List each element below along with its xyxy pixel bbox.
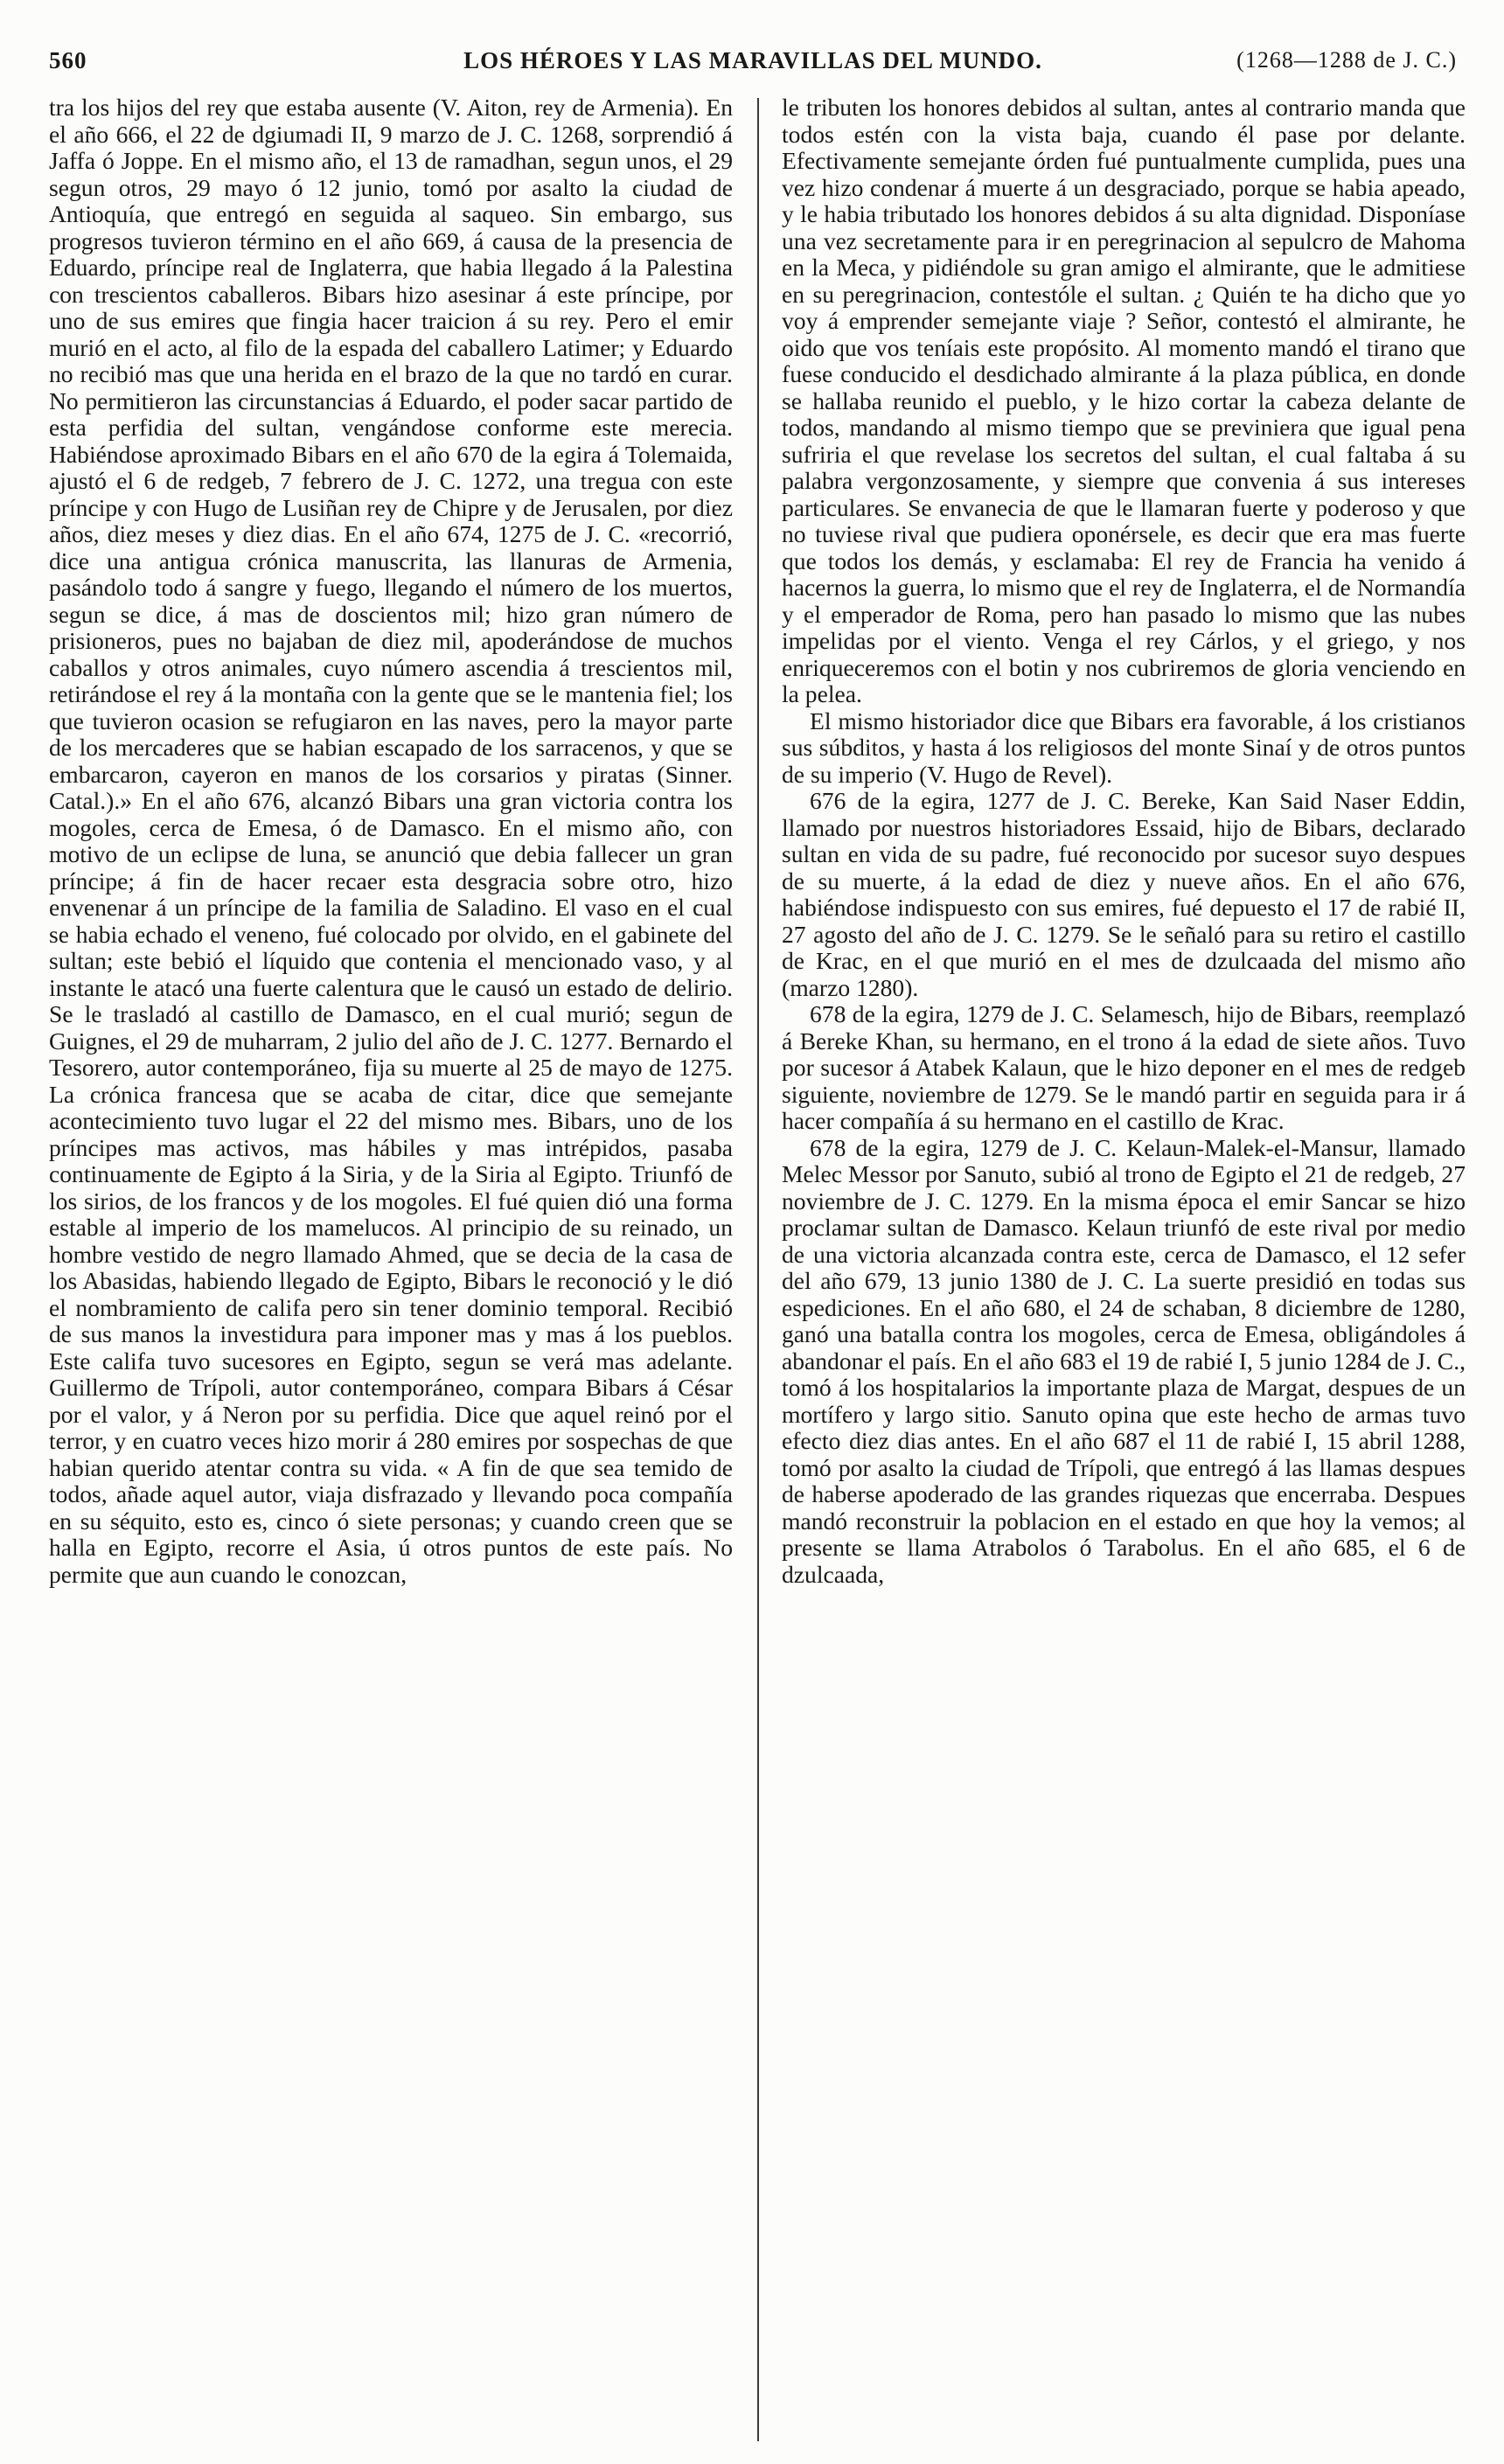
date-range: (1268—1288 de J. C.) <box>1236 47 1457 73</box>
left-column <box>49 94 733 2438</box>
right-paragraph-2: El mismo historiador dice que Bibars era favorable, á los cristianos sus súbditos, y hasta á los religiosos del monte Sinaí y de otros puntos de su imperio (V. Hugo de Revel). <box>782 706 1466 788</box>
page-number: 560 <box>49 47 87 73</box>
page-header <box>49 47 1457 82</box>
right-paragraph-5: 678 de la egira, 1279 de J. C. Kelaun-Malek-el-Mansur, llamado Melec Messor por Sanuto, subió al trono de Egipto el 21 de redgeb, 27 noviembre de J. C. 1279. En la misma época el emir Sancar se hizo proclamar sultan de Damasco. Kelaun triunfó de este rival por medio de una victoria alcanzada contra este, cerca de Damasco, el 12 sefer del año 679, 13 junio 1380 de J. C. La suerte presidió en todas sus espediciones. En el año 680, el 24 de schaban, 8 diciembre de 1280, ganó una batalla contra los mogoles, cerca de Emesa, obligándoles á abandonar el país. En el año 683 el 19 de rabié I, 5 junio 1284 de J. C., tomó á los hospitalarios la importante plaza de Margat, despues de un mortífero y largo sitio. Sanuto opina que este hecho de armas tuvo efecto diez dias antes. En el año 687 el 11 de rabié I, 15 abril 1288, tomó por asalto la ciudad de Trípoli, que entregó á las llamas despues de haberse apoderado de las grandes riquezas que encerraba. Despues mandó reconstruir la poblacion en el estado en que hoy la vemos; al presente se llama Atrabolos ó Tarabolus. En el año 685, el 6 de dzulcaada, <box>782 1133 1466 1588</box>
right-paragraph-1: le tributen los honores debidos al sultan, antes al contrario manda que todos estén con la vista baja, cuando él pase por delante. Efectivamente semejante órden fué puntualmente cumplida, pues una vez hizo condenar á muerte á un desgraciado, porque se habia apeado, y le habia tributado los honores debidos á su alta dignidad. Disponíase una vez secretamente para ir en peregrinacion al sepulcro de Mahoma en la Meca, y pidiéndole su gran amigo el almirante, que le admitiese en su peregrinacion, contestóle el sultan. ¿ Quién te ha dicho que yo voy á emprender semejante viaje ? Señor, contestó el almirante, he oido que vos teníais este propósito. Al momento mandó el tirano que fuese conducido el desdichado almirante á la plaza pública, en donde se hallaba reunido el pueblo, y le hizo cortar la cabeza delante de todos, mandando al mismo tiempo que se previniera que igual pena sufriria el que revelase los secretos del sultan, el cual faltaba á su palabra vergonzosamente, y siempre que convenia á sus intereses particulares. Se envanecia de que le llamaran fuerte y poderoso y que no tuviese rival que pudiera oponérsele, es decir que era mas fuerte que todos los demás, y esclamaba: El rey de Francia ha venido á hacernos la guerra, lo mismo que el rey de Inglaterra, el de Normandía y el emperador de Roma, pero han pasado lo mismo que las nubes impelidas por el viento. Venga el rey Cárlos, y el griego, y nos enriqueceremos con el botin y nos cubriremos de gloria venciendo en la pelea. <box>782 94 1466 707</box>
column-divider <box>757 98 759 2441</box>
running-title: LOS HÉROES Y LAS MARAVILLAS DEL MUNDO. <box>463 47 1042 73</box>
right-column <box>782 94 1466 2438</box>
left-paragraph-1: tra los hijos del rey que estaba ausente (V. Aiton, rey de Armenia). En el año 666, el 22 de dgiumadi II, 9 marzo de J. C. 1268, sorprendió á Jaffa ó Joppe. En el mismo año, el 13 de ramadhan, segun unos, el 29 segun otros, 29 mayo ó 12 junio, tomó por asalto la ciudad de Antioquía, que entregó en seguida al saqueo. Sin embargo, sus progresos tuvieron término en el año 669, á causa de la presencia de Eduardo, príncipe real de Inglaterra, que habia llegado á la Palestina con trescientos caballeros. Bibars hizo asesinar á este príncipe, por uno de sus emires que fingia hacer traicion á su rey. Pero el emir murió en el acto, al filo de la espada del caballero Latimer; y Eduardo no recibió mas que una herida en el brazo de la que no tardó en curar. No permitieron las circunstancias á Eduardo, el poder sacar partido de esta perfidia del sultan, vengándose conforme este merecia. Habiéndose aproximado Bibars en el año 670 de la egira á Tolemaida, ajustó el 6 de redgeb, 7 febrero de J. C. 1272, una tregua con este príncipe y con Hugo de Lusiñan rey de Chipre y de Jerusalen, por diez años, diez meses y diez dias. En el año 674, 1275 de J. C. «recorrió, dice una antigua crónica manuscrita, las llanuras de Armenia, pasándolo todo á sangre y fuego, llegando el número de los muertos, segun se dice, á mas de doscientos mil; hizo gran número de prisioneros, pues no bajaban de diez mil, apoderándose de muchos caballos y otros animales, cuyo número ascendia á trescientos mil, retirándose el rey á la montaña con la gente que se le mantenia fiel; los que tuvieron ocasion se refugiaron en las naves, pero la mayor parte de los mercaderes que se habian escapado de los sarracenos, y que se embarcaron, cayeron en manos de los corsarios y piratas (Sinner. Catal.).» En el año 676, alcanzó Bibars una gran victoria contra los mogoles, cerca de Emesa, ó de Damasco. En el mismo año, con motivo de un eclipse de luna, se anunció que debia fallecer un gran príncipe; á fin de hacer recaer esta desgracia sobre otro, hizo envenenar á un príncipe de la familia de Saladino. El vaso en el cual se habia echado el veneno, fué colocado por olvido, en el gabinete del sultan; este bebió el líquido que contenia el mencionado vaso, y al instante le atacó una fuerte calentura que le causó un estado de delirio. Se le trasladó al castillo de Damasco, en el cual murió; segun de Guignes, el 29 de muharram, 2 julio del año de J. C. 1277. Bernardo el Tesorero, autor contemporáneo, fija su muerte al 25 de mayo de 1275. La crónica francesa que se acaba de citar, dice que semejante acontecimiento tuvo lugar el 22 del mismo mes. Bibars, uno de los príncipes mas activos, mas hábiles y mas intrépidos, pasaba continuamente de Egipto á la Siria, y de la Siria al Egipto. Triunfó de los sirios, de los francos y de los mogoles. El fué quien dió una forma estable al imperio de los mamelucos. Al principio de su reinado, un hombre vestido de negro llamado Ahmed, que se decia de la casa de los Abasidas, habiendo llegado de Egipto, Bibars le reconoció y le dió el nombramiento de califa pero sin tener dominio temporal. Recibió de sus manos la investidura para imponer mas y mas á los pueblos. Este califa tuvo sucesores en Egipto, segun se verá mas adelante. Guillermo de Trípoli, autor contemporáneo, compara Bibars á César por el valor, y á Neron por su perfidia. Dice que aquel reinó por el terror, y en cuatro veces hizo morir á 280 emires por sospechas de que habian querido atentar contra su vida. « A fin de que sea temido de todos, añade aquel autor, viaja disfrazado y llevando poca compañía en su séquito, esto es, cinco ó siete personas; y cuando creen que se halla en Egipto, recorre el Asia, ú otros puntos de este país. No permite que aun cuando le conozcan, <box>49 94 733 1588</box>
right-paragraph-4: 678 de la egira, 1279 de J. C. Selamesch, hijo de Bibars, reemplazó á Bereke Khan, su hermano, en el trono á la edad de siete años. Tuvo por sucesor á Atabek Kalaun, que le hizo deponer en el mes de redgeb siguiente, noviembre de 1279. Se le mandó partir en seguida para ir á hacer compañía á su hermano en el castillo de Krac. <box>782 1000 1466 1134</box>
right-paragraph-3: 676 de la egira, 1277 de J. C. Bereke, Kan Said Naser Eddin, llamado por nuestros historiadores Essaid, hijo de Bibars, declarado sultan en vida de su padre, fué reconocido por sucesor suyo despues de su muerte, á la edad de diez y nueve años. En el año 676, habiéndose indispuesto con sus emires, fué depuesto el 17 de rabié II, 27 agosto del año de J. C. 1279. Se le señaló para su retiro el castillo de Krac, en el que murió en el mes de dzulcaada del mismo año (marzo 1280). <box>782 787 1466 1001</box>
